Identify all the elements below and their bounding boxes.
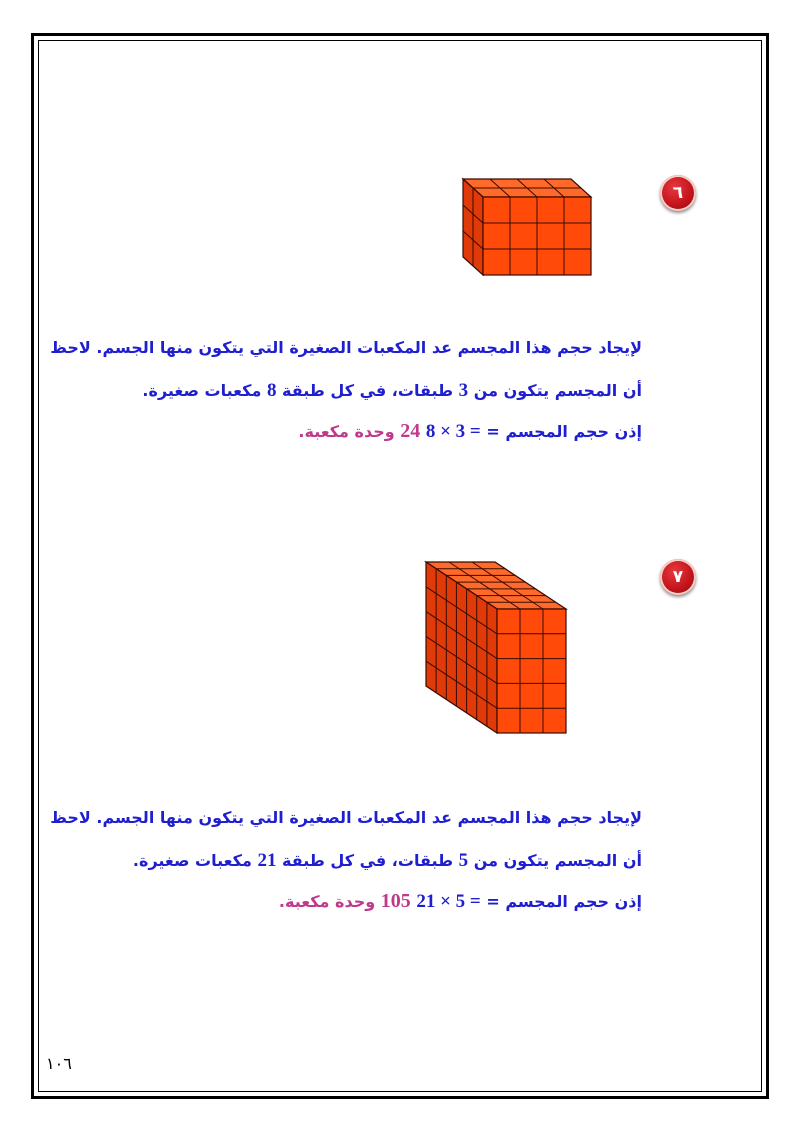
problem-number: ٦: [672, 183, 684, 203]
solution-line-1: لإيجاد حجم هذا المجسم عد المكعبات الصغيرة التي يتكون منها الجسم. لاحظ: [50, 338, 642, 357]
volume-expression: 8 × 3 =: [425, 421, 481, 442]
text-segment: طبقات، في كل طبقة: [282, 851, 454, 870]
solution-line-3: [298, 420, 642, 443]
layers-count: 3: [458, 380, 469, 401]
layers-count: 5: [458, 850, 469, 871]
text-segment: مكعبات صغيرة.: [142, 381, 262, 400]
solution-line-2: [133, 850, 642, 872]
volume-result: 105: [380, 890, 411, 912]
text-segment: أن المجسم يتكون من: [473, 381, 642, 400]
problem-6-solution: [50, 338, 642, 448]
text-segment: طبقات، في كل طبقة: [282, 381, 454, 400]
problem-number: ٧: [672, 567, 684, 587]
cubes-per-layer: 8: [266, 380, 277, 401]
volume-expression: 21 × 5 =: [416, 891, 481, 912]
cube-solid-3-layers: [460, 176, 600, 280]
solution-line-1: لإيجاد حجم هذا المجسم عد المكعبات الصغيرة التي يتكون منها الجسم. لاحظ: [50, 808, 642, 827]
volume-unit: وحدة مكعبة.: [278, 892, 376, 911]
cubes-per-layer: 21: [257, 850, 277, 871]
page-border-inner: [38, 40, 762, 1092]
page-number: ١٠٦: [46, 1054, 72, 1073]
text-segment: أن المجسم يتكون من: [473, 851, 642, 870]
volume-unit: وحدة مكعبة.: [298, 422, 395, 441]
problem-number-badge: [660, 175, 696, 211]
solution-line-3: [279, 890, 642, 913]
problem-number-badge: [660, 559, 696, 595]
text-segment: إذن حجم المجسم =: [486, 422, 642, 441]
solution-line-2: [142, 380, 642, 402]
solid-front-face: [497, 609, 566, 733]
text-segment: مكعبات صغيرة.: [132, 851, 252, 870]
cube-solid-5-layers: [423, 559, 573, 737]
problem-7-solution: [50, 808, 642, 918]
volume-result: 24: [400, 420, 421, 442]
text-segment: إذن حجم المجسم =: [486, 892, 642, 911]
